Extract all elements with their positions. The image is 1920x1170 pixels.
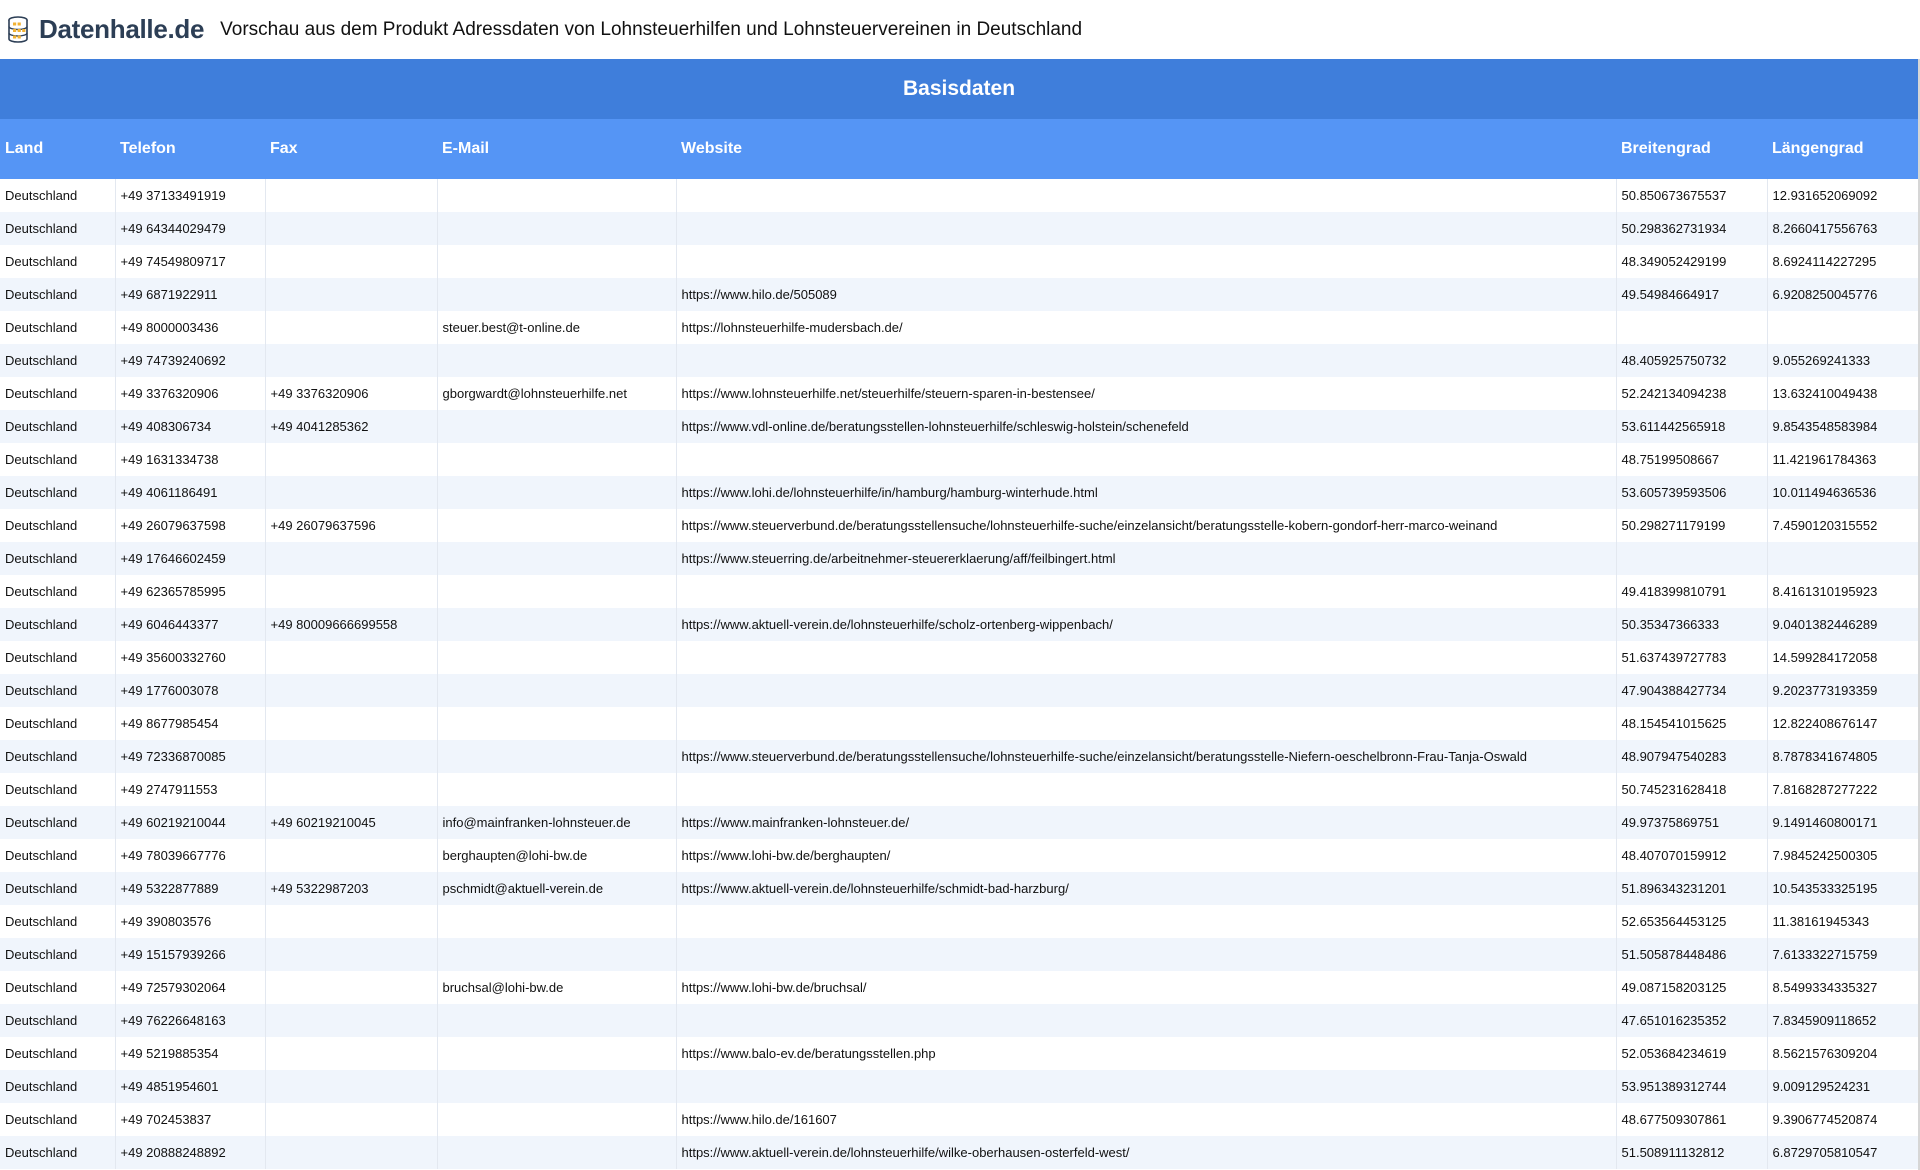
table-cell: +49 4061186491	[115, 476, 265, 509]
table-row	[0, 1136, 1918, 1169]
table-cell: https://www.hilo.de/161607	[676, 1103, 1616, 1136]
table-cell: +49 5322877889	[115, 872, 265, 905]
table-cell: +49 26079637598	[115, 509, 265, 542]
table-cell: 8.7878341674805	[1767, 740, 1918, 773]
table-cell: 11.38161945343	[1767, 905, 1918, 938]
table-row	[0, 1004, 1918, 1037]
table-cell	[437, 1070, 676, 1103]
table-cell: 13.632410049438	[1767, 377, 1918, 410]
table-row	[0, 806, 1918, 839]
table-cell: +49 64344029479	[115, 212, 265, 245]
table-cell	[676, 575, 1616, 608]
data-table	[0, 59, 1918, 1169]
table-cell: pschmidt@aktuell-verein.de	[437, 872, 676, 905]
table-cell: +49 37133491919	[115, 179, 265, 212]
table-cell: https://www.balo-ev.de/beratungsstellen.php	[676, 1037, 1616, 1070]
table-cell: 49.087158203125	[1616, 971, 1767, 1004]
table-cell: +49 74739240692	[115, 344, 265, 377]
table-cell: +49 5219885354	[115, 1037, 265, 1070]
table-cell: Deutschland	[0, 443, 115, 476]
table-cell: https://lohnsteuerhilfe-mudersbach.de/	[676, 311, 1616, 344]
table-cell	[265, 938, 437, 971]
table-cell: +49 702453837	[115, 1103, 265, 1136]
table-body	[0, 179, 1918, 1169]
table-cell	[265, 212, 437, 245]
table-cell: 6.9208250045776	[1767, 278, 1918, 311]
table-cell: 50.298271179199	[1616, 509, 1767, 542]
table-cell: +49 5322987203	[265, 872, 437, 905]
table-cell: +49 8000003436	[115, 311, 265, 344]
table-cell	[437, 773, 676, 806]
table-cell	[437, 1037, 676, 1070]
table-cell	[437, 674, 676, 707]
table-cell	[437, 1103, 676, 1136]
table-cell: 8.5499334335327	[1767, 971, 1918, 1004]
table-cell	[265, 1103, 437, 1136]
table-row	[0, 872, 1918, 905]
table-cell	[265, 674, 437, 707]
table-cell	[265, 1136, 437, 1169]
table-cell	[676, 905, 1616, 938]
table-cell: 7.6133322715759	[1767, 938, 1918, 971]
table-cell: +49 8677985454	[115, 707, 265, 740]
table-cell	[437, 740, 676, 773]
table-cell: 48.907947540283	[1616, 740, 1767, 773]
table-cell	[265, 740, 437, 773]
table-row	[0, 575, 1918, 608]
table-cell	[437, 278, 676, 311]
table-cell: https://www.lohnsteuerhilfe.net/steuerhilfe/steuern-sparen-in-bestensee/	[676, 377, 1616, 410]
column-header[interactable]: Breitengrad	[1616, 119, 1767, 179]
table-row	[0, 773, 1918, 806]
table-cell: 48.349052429199	[1616, 245, 1767, 278]
table-cell	[437, 344, 676, 377]
table-cell: 8.6924114227295	[1767, 245, 1918, 278]
table-cell: 10.543533325195	[1767, 872, 1918, 905]
table-cell: Deutschland	[0, 245, 115, 278]
table-cell: 53.951389312744	[1616, 1070, 1767, 1103]
table-cell: 53.605739593506	[1616, 476, 1767, 509]
table-cell	[265, 311, 437, 344]
table-cell	[265, 476, 437, 509]
table-cell: +49 1776003078	[115, 674, 265, 707]
table-cell: +49 78039667776	[115, 839, 265, 872]
table-cell	[265, 443, 437, 476]
table-cell	[437, 641, 676, 674]
table-cell: Deutschland	[0, 608, 115, 641]
table-cell: 7.8345909118652	[1767, 1004, 1918, 1037]
table-cell	[265, 1004, 437, 1037]
table-cell: +49 6046443377	[115, 608, 265, 641]
table-cell: 10.011494636536	[1767, 476, 1918, 509]
table-cell: 9.2023773193359	[1767, 674, 1918, 707]
table-cell: Deutschland	[0, 311, 115, 344]
table-cell: 51.896343231201	[1616, 872, 1767, 905]
table-cell	[437, 542, 676, 575]
table-cell	[265, 1037, 437, 1070]
table-cell	[437, 608, 676, 641]
table-cell: 53.611442565918	[1616, 410, 1767, 443]
table-cell: +49 26079637596	[265, 509, 437, 542]
table-cell: 9.055269241333	[1767, 344, 1918, 377]
table-cell: Deutschland	[0, 476, 115, 509]
table-cell: +49 408306734	[115, 410, 265, 443]
table-cell	[265, 179, 437, 212]
table-cell	[437, 707, 676, 740]
table-cell	[437, 443, 676, 476]
table-cell: +49 17646602459	[115, 542, 265, 575]
top-bar	[0, 0, 1920, 59]
table-cell: +49 6871922911	[115, 278, 265, 311]
table-cell	[265, 641, 437, 674]
table-cell: 9.1491460800171	[1767, 806, 1918, 839]
table-cell	[437, 1004, 676, 1037]
table-cell: 52.242134094238	[1616, 377, 1767, 410]
table-cell: https://www.steuerring.de/arbeitnehmer-steuererklaerung/aff/feilbingert.html	[676, 542, 1616, 575]
table-cell: 12.931652069092	[1767, 179, 1918, 212]
table-cell: Deutschland	[0, 1037, 115, 1070]
table-cell: +49 76226648163	[115, 1004, 265, 1037]
table-row	[0, 707, 1918, 740]
table-cell: Deutschland	[0, 542, 115, 575]
table-cell: 9.8543548583984	[1767, 410, 1918, 443]
table-cell: 52.653564453125	[1616, 905, 1767, 938]
table-cell: 9.0401382446289	[1767, 608, 1918, 641]
table-row	[0, 377, 1918, 410]
table-cell	[437, 212, 676, 245]
column-header[interactable]: Fax	[265, 119, 437, 179]
table-row	[0, 509, 1918, 542]
table-cell: https://www.lohi-bw.de/berghaupten/	[676, 839, 1616, 872]
table-cell	[676, 1070, 1616, 1103]
group-header: Basisdaten	[0, 59, 1918, 119]
table-cell: 49.97375869751	[1616, 806, 1767, 839]
table-cell	[437, 575, 676, 608]
table-cell: 47.651016235352	[1616, 1004, 1767, 1037]
table-row	[0, 476, 1918, 509]
table-cell	[676, 773, 1616, 806]
table-cell: 12.822408676147	[1767, 707, 1918, 740]
data-table-panel[interactable]	[0, 59, 1918, 1170]
table-cell: +49 15157939266	[115, 938, 265, 971]
table-cell: 9.3906774520874	[1767, 1103, 1918, 1136]
table-cell: +49 62365785995	[115, 575, 265, 608]
table-cell	[1767, 311, 1918, 344]
table-cell: 51.637439727783	[1616, 641, 1767, 674]
table-cell: https://www.lohi.de/lohnsteuerhilfe/in/hamburg/hamburg-winterhude.html	[676, 476, 1616, 509]
table-row	[0, 179, 1918, 212]
table-cell: 50.745231628418	[1616, 773, 1767, 806]
table-cell: 49.54984664917	[1616, 278, 1767, 311]
table-cell: 7.9845242500305	[1767, 839, 1918, 872]
table-cell: +49 3376320906	[115, 377, 265, 410]
table-cell: Deutschland	[0, 971, 115, 1004]
table-row	[0, 938, 1918, 971]
table-cell: +49 20888248892	[115, 1136, 265, 1169]
table-cell: 8.2660417556763	[1767, 212, 1918, 245]
table-cell: Deutschland	[0, 1070, 115, 1103]
table-cell	[676, 641, 1616, 674]
table-cell: +49 60219210044	[115, 806, 265, 839]
table-cell	[265, 707, 437, 740]
column-header[interactable]: Website	[676, 119, 1616, 179]
table-cell: +49 1631334738	[115, 443, 265, 476]
table-cell	[676, 212, 1616, 245]
table-row	[0, 1103, 1918, 1136]
table-cell	[437, 1136, 676, 1169]
table-cell	[1616, 542, 1767, 575]
table-cell: bruchsal@lohi-bw.de	[437, 971, 676, 1004]
table-row	[0, 905, 1918, 938]
table-cell: Deutschland	[0, 1136, 115, 1169]
table-cell	[265, 278, 437, 311]
table-cell: gborgwardt@lohnsteuerhilfe.net	[437, 377, 676, 410]
table-cell: Deutschland	[0, 674, 115, 707]
table-cell	[676, 707, 1616, 740]
table-cell	[265, 245, 437, 278]
table-cell: 50.298362731934	[1616, 212, 1767, 245]
table-cell: https://www.vdl-online.de/beratungsstellen-lohnsteuerhilfe/schleswig-holstein/schenefeld	[676, 410, 1616, 443]
table-cell: +49 80009666699558	[265, 608, 437, 641]
table-cell	[437, 905, 676, 938]
table-cell: Deutschland	[0, 410, 115, 443]
table-cell: 51.505878448486	[1616, 938, 1767, 971]
table-row	[0, 740, 1918, 773]
table-cell: 49.418399810791	[1616, 575, 1767, 608]
table-cell: 48.405925750732	[1616, 344, 1767, 377]
column-header[interactable]: Telefon	[115, 119, 265, 179]
table-cell	[265, 344, 437, 377]
table-cell: 8.4161310195923	[1767, 575, 1918, 608]
table-cell	[676, 443, 1616, 476]
table-cell: 14.599284172058	[1767, 641, 1918, 674]
table-cell: Deutschland	[0, 707, 115, 740]
table-cell	[676, 179, 1616, 212]
table-row	[0, 1070, 1918, 1103]
table-row	[0, 311, 1918, 344]
table-cell: https://www.lohi-bw.de/bruchsal/	[676, 971, 1616, 1004]
table-cell	[676, 245, 1616, 278]
table-cell	[676, 344, 1616, 377]
table-row	[0, 674, 1918, 707]
table-cell: 52.053684234619	[1616, 1037, 1767, 1070]
table-cell: Deutschland	[0, 212, 115, 245]
table-cell: Deutschland	[0, 575, 115, 608]
logo[interactable]	[5, 14, 204, 45]
table-cell: Deutschland	[0, 179, 115, 212]
table-cell	[265, 575, 437, 608]
table-cell	[265, 839, 437, 872]
table-row	[0, 443, 1918, 476]
table-cell: +49 3376320906	[265, 377, 437, 410]
table-row	[0, 839, 1918, 872]
column-header[interactable]: Land	[0, 119, 115, 179]
column-header[interactable]: Längengrad	[1767, 119, 1918, 179]
table-row	[0, 278, 1918, 311]
table-cell: +49 60219210045	[265, 806, 437, 839]
table-cell: https://www.hilo.de/505089	[676, 278, 1616, 311]
table-cell: 48.154541015625	[1616, 707, 1767, 740]
database-icon	[5, 15, 35, 45]
table-cell: https://www.mainfranken-lohnsteuer.de/	[676, 806, 1616, 839]
table-cell: 50.850673675537	[1616, 179, 1767, 212]
column-header[interactable]: E-Mail	[437, 119, 676, 179]
table-cell: +49 4041285362	[265, 410, 437, 443]
table-cell: 8.5621576309204	[1767, 1037, 1918, 1070]
table-cell: 6.8729705810547	[1767, 1136, 1918, 1169]
table-cell: Deutschland	[0, 872, 115, 905]
table-cell: 7.8168287277222	[1767, 773, 1918, 806]
table-cell: https://www.aktuell-verein.de/lohnsteuerhilfe/schmidt-bad-harzburg/	[676, 872, 1616, 905]
column-header-row	[0, 119, 1918, 179]
table-cell: info@mainfranken-lohnsteuer.de	[437, 806, 676, 839]
table-cell: 9.009129524231	[1767, 1070, 1918, 1103]
table-cell: Deutschland	[0, 938, 115, 971]
table-cell	[265, 773, 437, 806]
table-cell	[676, 1004, 1616, 1037]
table-cell: https://www.aktuell-verein.de/lohnsteuerhilfe/scholz-ortenberg-wippenbach/	[676, 608, 1616, 641]
table-cell: Deutschland	[0, 773, 115, 806]
table-row	[0, 410, 1918, 443]
table-cell	[265, 1070, 437, 1103]
table-cell: Deutschland	[0, 377, 115, 410]
table-cell: Deutschland	[0, 344, 115, 377]
table-row	[0, 542, 1918, 575]
table-row	[0, 971, 1918, 1004]
table-cell: +49 2747911553	[115, 773, 265, 806]
table-cell	[437, 938, 676, 971]
table-row	[0, 641, 1918, 674]
table-cell: Deutschland	[0, 641, 115, 674]
table-cell: https://www.steuerverbund.de/beratungsstellensuche/lohnsteuerhilfe-suche/einzelansicht/beratungsstelle-kobern-gondorf-herr-marco-weinand	[676, 509, 1616, 542]
table-cell: +49 72579302064	[115, 971, 265, 1004]
table-cell	[265, 971, 437, 1004]
table-cell: 48.677509307861	[1616, 1103, 1767, 1136]
table-cell: https://www.aktuell-verein.de/lohnsteuerhilfe/wilke-oberhausen-osterfeld-west/	[676, 1136, 1616, 1169]
page-title: Vorschau aus dem Produkt Adressdaten von Lohnsteuerhilfen und Lohnsteuervereinen in Deutschland	[220, 18, 1083, 40]
table-cell	[676, 674, 1616, 707]
table-cell	[437, 179, 676, 212]
table-cell: 47.904388427734	[1616, 674, 1767, 707]
table-cell	[437, 245, 676, 278]
table-cell: +49 74549809717	[115, 245, 265, 278]
table-cell	[437, 410, 676, 443]
table-cell: https://www.steuerverbund.de/beratungsstellensuche/lohnsteuerhilfe-suche/einzelansicht/beratungsstelle-Niefern-oeschelbronn-Frau-Tanja-Oswald	[676, 740, 1616, 773]
table-cell	[437, 476, 676, 509]
table-cell	[1767, 542, 1918, 575]
table-cell	[437, 509, 676, 542]
table-cell: Deutschland	[0, 278, 115, 311]
table-cell: 50.35347366333	[1616, 608, 1767, 641]
table-cell: +49 4851954601	[115, 1070, 265, 1103]
table-cell: +49 390803576	[115, 905, 265, 938]
table-cell: Deutschland	[0, 509, 115, 542]
table-cell: 51.508911132812	[1616, 1136, 1767, 1169]
table-cell: berghaupten@lohi-bw.de	[437, 839, 676, 872]
table-cell: 7.4590120315552	[1767, 509, 1918, 542]
table-cell: Deutschland	[0, 806, 115, 839]
logo-text: Datenhalle.de	[39, 14, 205, 44]
table-cell: Deutschland	[0, 740, 115, 773]
table-cell: +49 35600332760	[115, 641, 265, 674]
table-row	[0, 212, 1918, 245]
table-cell: 48.75199508667	[1616, 443, 1767, 476]
table-cell	[265, 905, 437, 938]
table-cell: Deutschland	[0, 1004, 115, 1037]
table-row	[0, 245, 1918, 278]
table-row	[0, 608, 1918, 641]
table-cell: 11.421961784363	[1767, 443, 1918, 476]
table-cell: +49 72336870085	[115, 740, 265, 773]
table-cell: Deutschland	[0, 839, 115, 872]
table-cell: steuer.best@t-online.de	[437, 311, 676, 344]
table-row	[0, 344, 1918, 377]
table-cell: Deutschland	[0, 905, 115, 938]
table-cell: 48.407070159912	[1616, 839, 1767, 872]
table-cell	[1616, 311, 1767, 344]
table-cell	[265, 542, 437, 575]
table-cell	[676, 938, 1616, 971]
table-cell: Deutschland	[0, 1103, 115, 1136]
table-row	[0, 1037, 1918, 1070]
